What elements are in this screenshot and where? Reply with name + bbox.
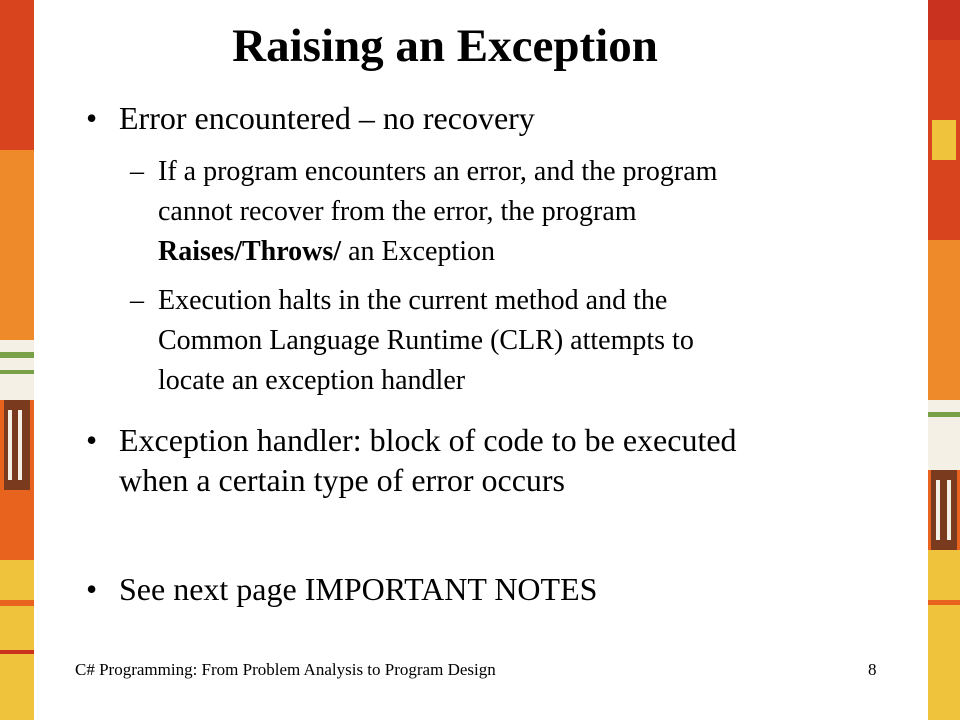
sub-bullet-line-rest: an Exception: [341, 236, 496, 267]
dash-mark: –: [130, 156, 144, 187]
building-facade-image: [0, 0, 34, 720]
emphasis-text: Raises/Throws/: [158, 236, 342, 267]
bullet-dot: •: [86, 100, 98, 136]
right-decorative-strip: [928, 0, 960, 720]
sub-bullet-line: cannot recover from the error, the program: [158, 196, 637, 227]
bullet-dot: •: [86, 422, 98, 458]
page-number: 8: [868, 660, 877, 679]
bullet-item: [86, 98, 886, 138]
sub-bullet-line: locate an exception handler: [158, 365, 466, 396]
sub-bullet-item: [130, 152, 890, 272]
building-facade-image: [928, 0, 960, 720]
bullet-item: [86, 569, 886, 609]
bullet-dot: •: [86, 571, 98, 607]
sub-bullet-line: If a program encounters an error, and the program: [158, 156, 718, 187]
bullet-item: [86, 420, 906, 500]
left-decorative-strip: [0, 0, 34, 720]
bullet-line: when a certain type of error occurs: [119, 462, 565, 498]
footer-course-title: C# Programming: From Problem Analysis to Program Design: [75, 660, 496, 679]
bullet-line: Exception handler: block of code to be executed: [119, 422, 737, 458]
bullet-text: See next page IMPORTANT NOTES: [119, 571, 598, 607]
sub-bullet-item: [130, 281, 890, 401]
sub-bullet-line: [158, 232, 890, 272]
sub-bullet-line: Execution halts in the current method and the: [158, 285, 668, 316]
slide-title: Raising an Exception: [232, 20, 658, 72]
bullet-text: Error encountered – no recovery: [119, 100, 535, 136]
dash-mark: –: [130, 285, 144, 316]
sub-bullet-line: Common Language Runtime (CLR) attempts to: [158, 325, 694, 356]
